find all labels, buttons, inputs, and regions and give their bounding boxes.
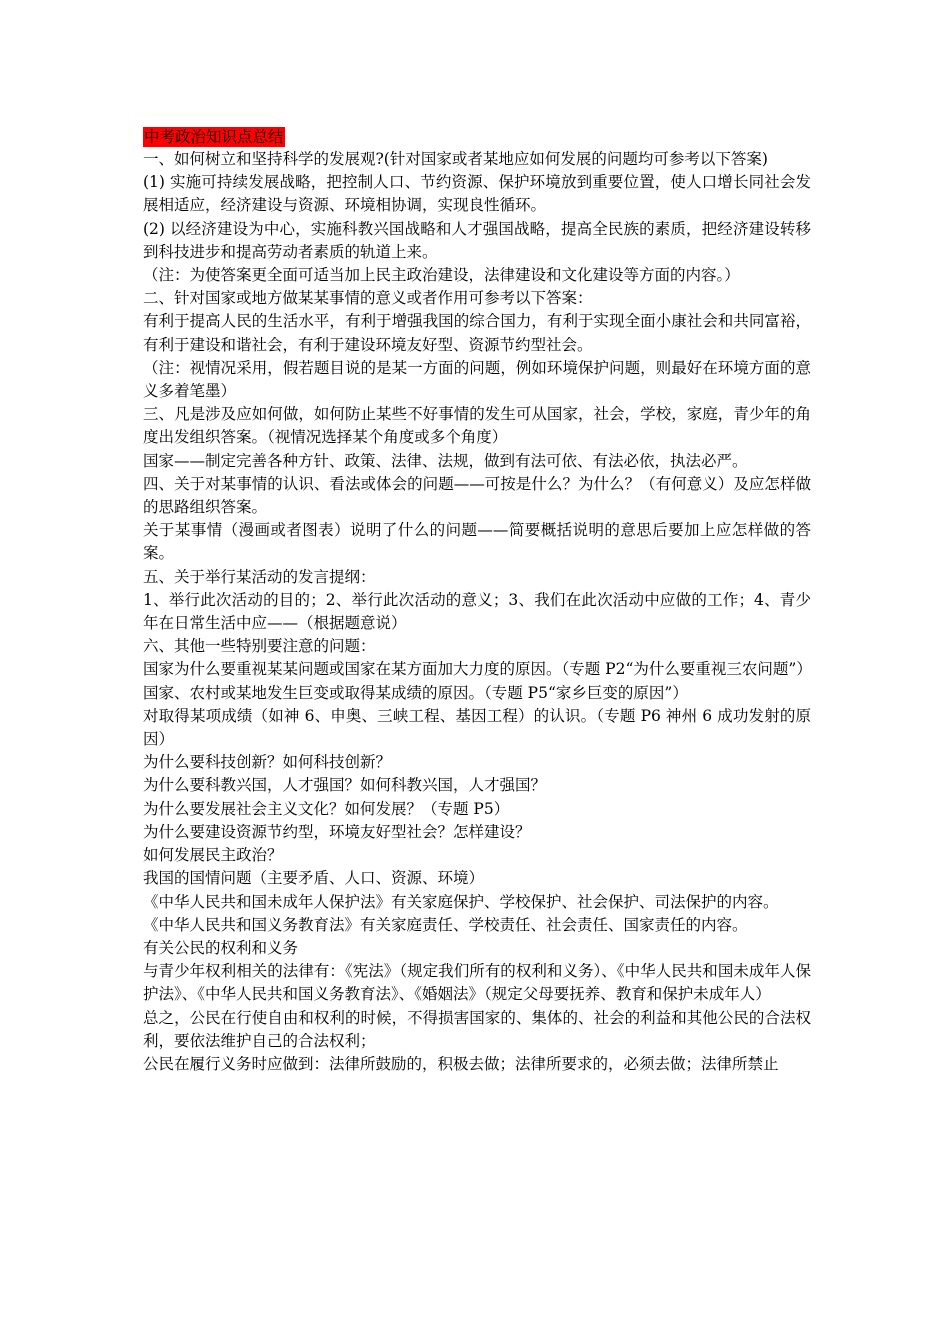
paragraph: 为什么要发展社会主义文化？如何发展？（专题 P5） — [143, 799, 510, 818]
paragraph: 公民在履行义务时应做到：法律所鼓励的，积极去做；法律所要求的，必须去做；法律所禁止 — [143, 1054, 779, 1073]
paragraph: 六、其他一些特别要注意的问题： — [143, 637, 376, 656]
paragraph: 《中华人民共和国未成年人保护法》有关家庭保护、学校保护、社会保护、司法保护的内容。 — [143, 892, 779, 911]
paragraph: 关于某事情（漫画或者图表）说明了什么的问题——简要概括说明的意思后要加上应怎样做的答案。 — [143, 521, 811, 563]
paragraph: （注：视情况采用，假若题目说的是某一方面的问题，例如环境保护问题，则最好在环境方面的意义多着笔墨） — [143, 358, 811, 401]
paragraph: 五、关于举行某活动的发言提纲： — [143, 567, 376, 586]
document-body — [143, 148, 811, 1076]
paragraph: 为什么要科教兴国，人才强国？如何科教兴国，人才强国？ — [143, 776, 547, 795]
paragraph: 二、针对国家或地方做某某事情的意义或者作用可参考以下答案： — [143, 289, 593, 308]
document-title: 中考政治知识点总结 — [144, 128, 284, 146]
paragraph: 国家、农村或某地发生巨变或取得某成绩的原因。（专题 P5“家乡巨变的原因”） — [143, 683, 688, 702]
title-line — [143, 126, 811, 148]
paragraph: 我国的国情问题（主要矛盾、人口、资源、环境） — [143, 869, 485, 888]
paragraph: 国家为什么要重视某某问题或国家在某方面加大力度的原因。（专题 P2“为什么要重视三农问题”） — [143, 660, 812, 679]
paragraph: 为什么要建设资源节约型，环境友好型社会？怎样建设？ — [143, 822, 531, 841]
paragraph: 与青少年权利相关的法律有：《宪法》（规定我们所有的权利和义务）、《中华人民共和国未成年人保护法》、《中华人民共和国义务教育法》、《婚姻法》（规定父母要抚养、教育和保护未成年人） — [143, 962, 811, 1004]
paragraph: 有关公民的权利和义务 — [143, 938, 299, 957]
paragraph: 三、凡是涉及应如何做，如何防止某些不好事情的发生可从国家，社会，学校，家庭，青少年的角度出发组织答案。（视情况选择某个角度或多个角度） — [143, 405, 811, 447]
paragraph: 如何发展民主政治？ — [143, 846, 283, 865]
paragraph: 有利于提高人民的生活水平，有利于增强我国的综合国力，有利于实现全面小康社会和共同富裕，有利于建设和谐社会，有利于建设环境友好型、资源节约型社会。 — [143, 312, 811, 354]
paragraph: 对取得某项成绩（如神 6、申奥、三峡工程、基因工程）的认识。（专题 P6 神州 6 成功发射的原因） — [143, 706, 811, 749]
paragraph: 1、举行此次活动的目的；2、举行此次活动的意义；3、我们在此次活动中应做的工作；4、青少年在日常生活中应——（根据题意说） — [143, 590, 811, 633]
paragraph: 国家——制定完善各种方针、政策、法律、法规，做到有法可依、有法必依，执法必严。 — [143, 451, 748, 470]
paragraph: 总之，公民在行使自由和权利的时候，不得损害国家的、集体的、社会的利益和其他公民的合法权利，要依法维护自己的合法权利； — [143, 1008, 811, 1050]
paragraph: 一、如何树立和坚持科学的发展观?(针对国家或者某地应如何发展的问题均可参考以下答案) — [143, 150, 768, 168]
document-page — [143, 126, 811, 1076]
paragraph: 为什么要科技创新？如何科技创新？ — [143, 753, 392, 772]
paragraph: （注：为使答案更全面可适当加上民主政治建设，法律建设和文化建设等方面的内容。） — [143, 266, 740, 285]
paragraph: 《中华人民共和国义务教育法》有关家庭责任、学校责任、社会责任、国家责任的内容。 — [143, 915, 748, 934]
paragraph: (2) 以经济建设为中心，实施科教兴国战略和人才强国战略，提高全民族的素质，把经济建设转移到科技进步和提高劳动者素质的轨道上来。 — [143, 219, 811, 261]
paragraph: (1) 实施可持续发展战略，把控制人口、节约资源、保护环境放到重要位置，使人口增长同社会发展相适应，经济建设与资源、环境相协调，实现良性循环。 — [143, 173, 811, 215]
paragraph: 四、关于对某事情的认识、看法或体会的问题——可按是什么？为什么？（有何意义）及应怎样做的思路组织答案。 — [143, 474, 811, 517]
